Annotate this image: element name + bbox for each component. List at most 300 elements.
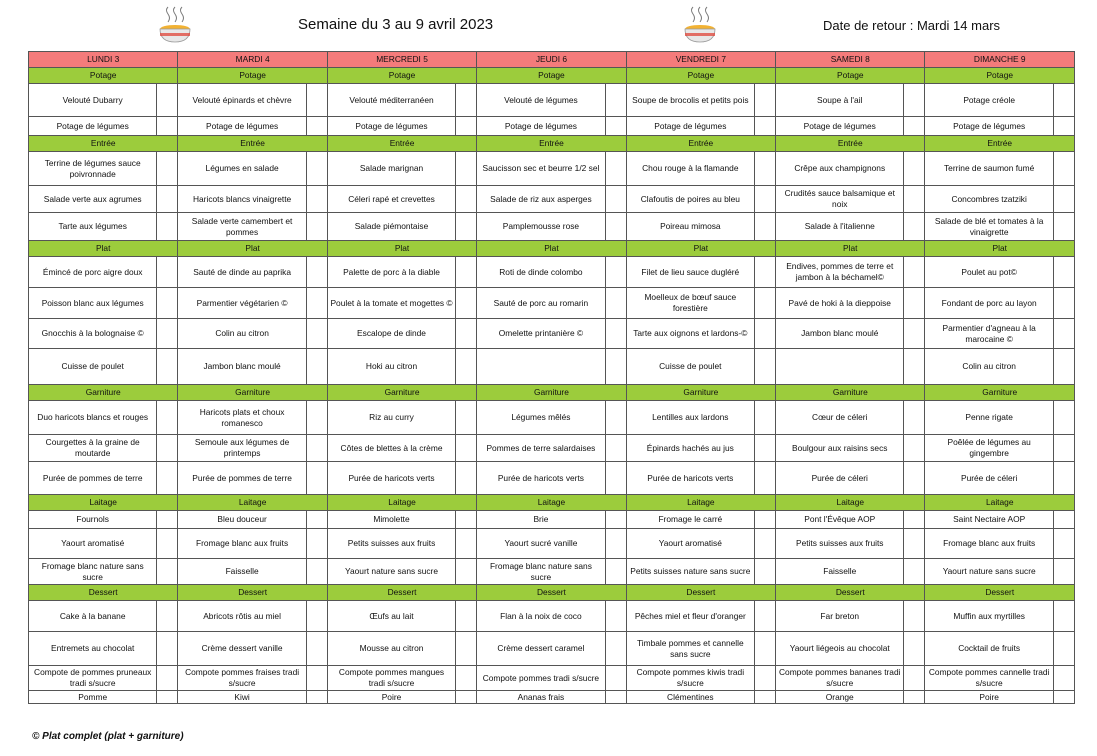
dish-cell: Salade verte aux agrumes bbox=[29, 186, 157, 213]
dish-cell: Purée de haricots verts bbox=[626, 462, 754, 495]
choice-box[interactable] bbox=[456, 435, 477, 462]
section-header: Entrée bbox=[178, 136, 327, 152]
dish-cell: Faisselle bbox=[776, 559, 904, 585]
page-header bbox=[0, 0, 1097, 48]
dish-cell: Potage de légumes bbox=[925, 117, 1053, 136]
dish-cell: Côtes de blettes à la crème bbox=[327, 435, 455, 462]
dish-cell: Soupe de brocolis et petits pois bbox=[626, 84, 754, 117]
section-header-row bbox=[29, 385, 1075, 401]
choice-box[interactable] bbox=[904, 666, 925, 691]
choice-box[interactable] bbox=[605, 349, 626, 385]
section-header-row bbox=[29, 136, 1075, 152]
choice-box[interactable] bbox=[306, 601, 327, 632]
dish-cell: Yaourt nature sans sucre bbox=[925, 559, 1053, 585]
choice-box[interactable] bbox=[605, 462, 626, 495]
choice-box[interactable] bbox=[755, 288, 776, 319]
choice-box[interactable] bbox=[605, 84, 626, 117]
choice-box[interactable] bbox=[1053, 559, 1074, 585]
dish-cell: Velouté Dubarry bbox=[29, 84, 157, 117]
dish-cell: Cake à la banane bbox=[29, 601, 157, 632]
choice-box[interactable] bbox=[306, 84, 327, 117]
dish-cell: Parmentier d'agneau à la marocaine © bbox=[925, 319, 1053, 349]
section-header: Potage bbox=[477, 68, 626, 84]
choice-box[interactable] bbox=[456, 84, 477, 117]
dish-cell: Pomme bbox=[29, 691, 157, 704]
choice-box[interactable] bbox=[456, 691, 477, 704]
dish-cell: Fromage blanc aux fruits bbox=[925, 529, 1053, 559]
choice-box[interactable] bbox=[306, 691, 327, 704]
dish-cell: Yaourt sucré vanille bbox=[477, 529, 605, 559]
dish-cell: Potage de légumes bbox=[178, 117, 306, 136]
day-header: LUNDI 3 bbox=[29, 52, 178, 68]
section-header: Dessert bbox=[29, 585, 178, 601]
choice-box[interactable] bbox=[605, 288, 626, 319]
choice-box[interactable] bbox=[755, 257, 776, 288]
choice-box[interactable] bbox=[456, 117, 477, 136]
choice-box[interactable] bbox=[306, 117, 327, 136]
section-header: Entrée bbox=[776, 136, 925, 152]
section-header: Laitage bbox=[178, 495, 327, 511]
choice-box[interactable] bbox=[306, 319, 327, 349]
choice-box[interactable] bbox=[157, 601, 178, 632]
choice-box[interactable] bbox=[157, 666, 178, 691]
dish-cell: Poulet à la tomate et mogettes © bbox=[327, 288, 455, 319]
section-header: Dessert bbox=[626, 585, 775, 601]
choice-box[interactable] bbox=[157, 288, 178, 319]
section-header: Dessert bbox=[178, 585, 327, 601]
choice-box[interactable] bbox=[157, 213, 178, 241]
dish-cell: Salade marignan bbox=[327, 152, 455, 186]
dish-cell: Purée de pommes de terre bbox=[178, 462, 306, 495]
dish-cell: Kiwi bbox=[178, 691, 306, 704]
footnote: © Plat complet (plat + garniture) bbox=[32, 731, 184, 742]
dish-cell: Saint Nectaire AOP bbox=[925, 511, 1053, 529]
choice-box[interactable] bbox=[904, 559, 925, 585]
dish-cell: Yaourt aromatisé bbox=[29, 529, 157, 559]
choice-box[interactable] bbox=[904, 117, 925, 136]
choice-box[interactable] bbox=[1053, 349, 1074, 385]
dish-cell: Cœur de céleri bbox=[776, 401, 904, 435]
dish-cell: Compote pommes cannelle tradi s/sucre bbox=[925, 666, 1053, 691]
choice-box[interactable] bbox=[1053, 511, 1074, 529]
choice-box[interactable] bbox=[755, 186, 776, 213]
section-header: Potage bbox=[626, 68, 775, 84]
choice-box[interactable] bbox=[306, 186, 327, 213]
dish-cell: Boulgour aux raisins secs bbox=[776, 435, 904, 462]
choice-box[interactable] bbox=[456, 666, 477, 691]
dish-cell: Crêpe aux champignons bbox=[776, 152, 904, 186]
dish-cell: Purée de haricots verts bbox=[477, 462, 605, 495]
choice-box[interactable] bbox=[755, 213, 776, 241]
choice-box[interactable] bbox=[157, 691, 178, 704]
dish-cell: Potage de légumes bbox=[776, 117, 904, 136]
choice-box[interactable] bbox=[904, 152, 925, 186]
choice-box[interactable] bbox=[605, 319, 626, 349]
section-header-row bbox=[29, 495, 1075, 511]
choice-box[interactable] bbox=[456, 257, 477, 288]
choice-box[interactable] bbox=[755, 666, 776, 691]
menu-row bbox=[29, 288, 1075, 319]
choice-box[interactable] bbox=[755, 435, 776, 462]
dish-cell: Yaourt nature sans sucre bbox=[327, 559, 455, 585]
dish-cell: Fromage blanc aux fruits bbox=[178, 529, 306, 559]
section-header: Potage bbox=[925, 68, 1075, 84]
choice-box[interactable] bbox=[904, 186, 925, 213]
dish-cell: Salade à l'italienne bbox=[776, 213, 904, 241]
section-header: Garniture bbox=[925, 385, 1075, 401]
section-header: Laitage bbox=[29, 495, 178, 511]
dish-cell: Duo haricots blancs et rouges bbox=[29, 401, 157, 435]
dish-cell: Œufs au lait bbox=[327, 601, 455, 632]
section-header-row bbox=[29, 241, 1075, 257]
choice-box[interactable] bbox=[456, 213, 477, 241]
menu-row bbox=[29, 213, 1075, 241]
dish-cell: Potage créole bbox=[925, 84, 1053, 117]
menu-row bbox=[29, 462, 1075, 495]
choice-box[interactable] bbox=[157, 435, 178, 462]
choice-box[interactable] bbox=[904, 213, 925, 241]
choice-box[interactable] bbox=[456, 152, 477, 186]
dish-cell: Haricots blancs vinaigrette bbox=[178, 186, 306, 213]
choice-box[interactable] bbox=[605, 117, 626, 136]
day-header: VENDREDI 7 bbox=[626, 52, 775, 68]
dish-cell: Salade piémontaise bbox=[327, 213, 455, 241]
choice-box[interactable] bbox=[157, 401, 178, 435]
choice-box[interactable] bbox=[306, 462, 327, 495]
dish-cell: Endives, pommes de terre et jambon à la béchamel© bbox=[776, 257, 904, 288]
section-header: Garniture bbox=[29, 385, 178, 401]
weekly-menu-table bbox=[28, 51, 1075, 704]
dish-cell: Poêlée de légumes au gingembre bbox=[925, 435, 1053, 462]
choice-box[interactable] bbox=[1053, 288, 1074, 319]
dish-cell: Hoki au citron bbox=[327, 349, 455, 385]
section-header: Plat bbox=[626, 241, 775, 257]
return-date: Date de retour : Mardi 14 mars bbox=[823, 18, 1001, 33]
dish-cell: Velouté de légumes bbox=[477, 84, 605, 117]
section-header: Entrée bbox=[925, 136, 1075, 152]
choice-box[interactable] bbox=[157, 257, 178, 288]
choice-box[interactable] bbox=[605, 529, 626, 559]
choice-box[interactable] bbox=[456, 349, 477, 385]
choice-box[interactable] bbox=[306, 435, 327, 462]
choice-box[interactable] bbox=[306, 401, 327, 435]
choice-box[interactable] bbox=[755, 117, 776, 136]
choice-box[interactable] bbox=[1053, 152, 1074, 186]
choice-box[interactable] bbox=[456, 529, 477, 559]
dish-cell: Purée de céleri bbox=[925, 462, 1053, 495]
choice-box[interactable] bbox=[1053, 632, 1074, 666]
choice-box[interactable] bbox=[904, 601, 925, 632]
dish-cell: Céleri rapé et crevettes bbox=[327, 186, 455, 213]
dish-cell: Yaourt aromatisé bbox=[626, 529, 754, 559]
choice-box[interactable] bbox=[157, 559, 178, 585]
dish-cell: Purée de pommes de terre bbox=[29, 462, 157, 495]
day-header: MARDI 4 bbox=[178, 52, 327, 68]
menu-row bbox=[29, 511, 1075, 529]
dish-cell: Escalope de dinde bbox=[327, 319, 455, 349]
dish-cell: Tarte aux légumes bbox=[29, 213, 157, 241]
choice-box[interactable] bbox=[306, 349, 327, 385]
choice-box[interactable] bbox=[605, 559, 626, 585]
dish-cell: Orange bbox=[776, 691, 904, 704]
dish-cell: Filet de lieu sauce dugléré bbox=[626, 257, 754, 288]
section-header: Laitage bbox=[477, 495, 626, 511]
menu-row bbox=[29, 435, 1075, 462]
choice-box[interactable] bbox=[904, 349, 925, 385]
choice-box[interactable] bbox=[456, 632, 477, 666]
section-header: Plat bbox=[29, 241, 178, 257]
day-header-row bbox=[29, 52, 1075, 68]
choice-box[interactable] bbox=[755, 559, 776, 585]
day-header: MERCREDI 5 bbox=[327, 52, 476, 68]
dish-cell: Sauté de porc au romarin bbox=[477, 288, 605, 319]
choice-box[interactable] bbox=[456, 288, 477, 319]
dish-cell: Moelleux de bœuf sauce forestière bbox=[626, 288, 754, 319]
choice-box[interactable] bbox=[1053, 117, 1074, 136]
dish-cell: Poire bbox=[327, 691, 455, 704]
dish-cell: Terrine de légumes sauce poivronnade bbox=[29, 152, 157, 186]
day-header: DIMANCHE 9 bbox=[925, 52, 1075, 68]
choice-box[interactable] bbox=[306, 632, 327, 666]
choice-box[interactable] bbox=[605, 186, 626, 213]
choice-box[interactable] bbox=[755, 349, 776, 385]
choice-box[interactable] bbox=[1053, 186, 1074, 213]
dish-cell: Haricots plats et choux romanesco bbox=[178, 401, 306, 435]
dish-cell: Pamplemousse rose bbox=[477, 213, 605, 241]
choice-box[interactable] bbox=[904, 691, 925, 704]
choice-box[interactable] bbox=[1053, 257, 1074, 288]
section-header: Plat bbox=[477, 241, 626, 257]
choice-box[interactable] bbox=[605, 213, 626, 241]
choice-box[interactable] bbox=[755, 462, 776, 495]
section-header-row bbox=[29, 585, 1075, 601]
choice-box[interactable] bbox=[157, 529, 178, 559]
choice-box[interactable] bbox=[157, 319, 178, 349]
choice-box[interactable] bbox=[755, 529, 776, 559]
dish-cell: Cuisse de poulet bbox=[29, 349, 157, 385]
dish-cell: Sauté de dinde au paprika bbox=[178, 257, 306, 288]
choice-box[interactable] bbox=[157, 632, 178, 666]
dish-cell: Gnocchis à la bolognaise © bbox=[29, 319, 157, 349]
dish-cell: Abricots rôtis au miel bbox=[178, 601, 306, 632]
day-header: SAMEDI 8 bbox=[776, 52, 925, 68]
dish-cell: Soupe à l'ail bbox=[776, 84, 904, 117]
dish-cell: Cuisse de poulet bbox=[626, 349, 754, 385]
choice-box[interactable] bbox=[306, 257, 327, 288]
choice-box[interactable] bbox=[755, 601, 776, 632]
dish-cell: Faisselle bbox=[178, 559, 306, 585]
choice-box[interactable] bbox=[306, 213, 327, 241]
dish-cell: Potage de légumes bbox=[327, 117, 455, 136]
dish-cell: Pêches miel et fleur d'oranger bbox=[626, 601, 754, 632]
choice-box[interactable] bbox=[1053, 666, 1074, 691]
section-header: Garniture bbox=[477, 385, 626, 401]
dish-cell: Yaourt liégeois au chocolat bbox=[776, 632, 904, 666]
choice-box[interactable] bbox=[1053, 401, 1074, 435]
menu-row bbox=[29, 401, 1075, 435]
choice-box[interactable] bbox=[157, 117, 178, 136]
dish-cell: Poire bbox=[925, 691, 1053, 704]
choice-box[interactable] bbox=[605, 152, 626, 186]
section-header: Plat bbox=[178, 241, 327, 257]
soup-bowl-icon bbox=[683, 6, 717, 44]
dish-cell: Riz au curry bbox=[327, 401, 455, 435]
choice-box[interactable] bbox=[306, 529, 327, 559]
choice-box[interactable] bbox=[456, 319, 477, 349]
dish-cell: Clafoutis de poires au bleu bbox=[626, 186, 754, 213]
dish-cell: Compote de pommes pruneaux tradi s/sucre bbox=[29, 666, 157, 691]
dish-cell: Salade de riz aux asperges bbox=[477, 186, 605, 213]
choice-box[interactable] bbox=[456, 462, 477, 495]
section-header: Potage bbox=[776, 68, 925, 84]
choice-box[interactable] bbox=[157, 84, 178, 117]
section-header: Garniture bbox=[626, 385, 775, 401]
choice-box[interactable] bbox=[755, 84, 776, 117]
choice-box[interactable] bbox=[456, 401, 477, 435]
soup-bowl-icon bbox=[158, 6, 192, 44]
menu-row bbox=[29, 559, 1075, 585]
section-header: Laitage bbox=[327, 495, 476, 511]
section-header: Dessert bbox=[925, 585, 1075, 601]
dish-cell: Légumes en salade bbox=[178, 152, 306, 186]
choice-box[interactable] bbox=[904, 257, 925, 288]
choice-box[interactable] bbox=[1053, 435, 1074, 462]
dish-cell: Colin au citron bbox=[178, 319, 306, 349]
choice-box[interactable] bbox=[1053, 462, 1074, 495]
menu-row bbox=[29, 349, 1075, 385]
choice-box[interactable] bbox=[904, 462, 925, 495]
choice-box[interactable] bbox=[306, 559, 327, 585]
choice-box[interactable] bbox=[157, 511, 178, 529]
dish-cell: Omelette printanière © bbox=[477, 319, 605, 349]
menu-row bbox=[29, 186, 1075, 213]
dish-cell: Fromage le carré bbox=[626, 511, 754, 529]
section-header: Entrée bbox=[477, 136, 626, 152]
menu-row bbox=[29, 84, 1075, 117]
dish-cell: Salade verte camembert et pommes bbox=[178, 213, 306, 241]
dish-cell: Compote pommes fraises tradi s/sucre bbox=[178, 666, 306, 691]
choice-box[interactable] bbox=[605, 601, 626, 632]
dish-cell: Poisson blanc aux légumes bbox=[29, 288, 157, 319]
choice-box[interactable] bbox=[605, 401, 626, 435]
choice-box[interactable] bbox=[456, 511, 477, 529]
choice-box[interactable] bbox=[1053, 691, 1074, 704]
dish-cell: Jambon blanc moulé bbox=[178, 349, 306, 385]
section-header: Entrée bbox=[29, 136, 178, 152]
dish-cell: Timbale pommes et cannelle sans sucre bbox=[626, 632, 754, 666]
dish-cell: Épinards hachés au jus bbox=[626, 435, 754, 462]
choice-box[interactable] bbox=[157, 152, 178, 186]
dish-cell: Fromage blanc nature sans sucre bbox=[477, 559, 605, 585]
section-header: Potage bbox=[178, 68, 327, 84]
dish-cell: Crudités sauce balsamique et noix bbox=[776, 186, 904, 213]
section-header: Dessert bbox=[776, 585, 925, 601]
dish-cell: Émincé de porc aigre doux bbox=[29, 257, 157, 288]
choice-box[interactable] bbox=[605, 257, 626, 288]
dish-cell: Compote pommes kiwis tradi s/sucre bbox=[626, 666, 754, 691]
section-header: Dessert bbox=[327, 585, 476, 601]
choice-box[interactable] bbox=[306, 152, 327, 186]
choice-box[interactable] bbox=[157, 462, 178, 495]
choice-box[interactable] bbox=[157, 186, 178, 213]
section-header-row bbox=[29, 68, 1075, 84]
section-header: Potage bbox=[29, 68, 178, 84]
choice-box[interactable] bbox=[904, 288, 925, 319]
choice-box[interactable] bbox=[605, 691, 626, 704]
choice-box[interactable] bbox=[904, 511, 925, 529]
menu-row bbox=[29, 632, 1075, 666]
dish-cell: Chou rouge à la flamande bbox=[626, 152, 754, 186]
choice-box[interactable] bbox=[1053, 601, 1074, 632]
section-header: Plat bbox=[327, 241, 476, 257]
choice-box[interactable] bbox=[755, 319, 776, 349]
choice-box[interactable] bbox=[904, 84, 925, 117]
choice-box[interactable] bbox=[605, 632, 626, 666]
choice-box[interactable] bbox=[904, 529, 925, 559]
dish-cell: Poireau mimosa bbox=[626, 213, 754, 241]
choice-box[interactable] bbox=[605, 511, 626, 529]
choice-box[interactable] bbox=[456, 559, 477, 585]
choice-box[interactable] bbox=[456, 601, 477, 632]
dish-cell: Mousse au citron bbox=[327, 632, 455, 666]
choice-box[interactable] bbox=[1053, 319, 1074, 349]
choice-box[interactable] bbox=[157, 349, 178, 385]
choice-box[interactable] bbox=[904, 401, 925, 435]
choice-box[interactable] bbox=[904, 632, 925, 666]
choice-box[interactable] bbox=[1053, 84, 1074, 117]
dish-cell: Jambon blanc moulé bbox=[776, 319, 904, 349]
section-header: Dessert bbox=[477, 585, 626, 601]
dish-cell: Colin au citron bbox=[925, 349, 1053, 385]
section-header: Laitage bbox=[626, 495, 775, 511]
dish-cell: Roti de dinde colombo bbox=[477, 257, 605, 288]
dish-cell: Mimolette bbox=[327, 511, 455, 529]
dish-cell: Entremets au chocolat bbox=[29, 632, 157, 666]
choice-box[interactable] bbox=[904, 319, 925, 349]
choice-box[interactable] bbox=[1053, 529, 1074, 559]
dish-cell: Saucisson sec et beurre 1/2 sel bbox=[477, 152, 605, 186]
choice-box[interactable] bbox=[605, 666, 626, 691]
dish-cell: Brie bbox=[477, 511, 605, 529]
choice-box[interactable] bbox=[755, 691, 776, 704]
section-header: Garniture bbox=[776, 385, 925, 401]
choice-box[interactable] bbox=[306, 288, 327, 319]
choice-box[interactable] bbox=[306, 666, 327, 691]
choice-box[interactable] bbox=[755, 632, 776, 666]
choice-box[interactable] bbox=[755, 401, 776, 435]
choice-box[interactable] bbox=[1053, 213, 1074, 241]
dish-cell: Courgettes à la graine de moutarde bbox=[29, 435, 157, 462]
dish-cell: Fondant de porc au layon bbox=[925, 288, 1053, 319]
menu-row bbox=[29, 117, 1075, 136]
section-header: Laitage bbox=[776, 495, 925, 511]
dish-cell: Petits suisses nature sans sucre bbox=[626, 559, 754, 585]
menu-row bbox=[29, 529, 1075, 559]
choice-box[interactable] bbox=[755, 152, 776, 186]
day-header: JEUDI 6 bbox=[477, 52, 626, 68]
dish-cell: Crème dessert caramel bbox=[477, 632, 605, 666]
dish-cell: Fournols bbox=[29, 511, 157, 529]
dish-cell: Velouté méditerranéen bbox=[327, 84, 455, 117]
dish-cell: Concombres tzatziki bbox=[925, 186, 1053, 213]
choice-box[interactable] bbox=[605, 435, 626, 462]
dish-cell: Petits suisses aux fruits bbox=[327, 529, 455, 559]
section-header: Entrée bbox=[626, 136, 775, 152]
choice-box[interactable] bbox=[456, 186, 477, 213]
choice-box[interactable] bbox=[904, 435, 925, 462]
choice-box[interactable] bbox=[306, 511, 327, 529]
choice-box[interactable] bbox=[755, 511, 776, 529]
